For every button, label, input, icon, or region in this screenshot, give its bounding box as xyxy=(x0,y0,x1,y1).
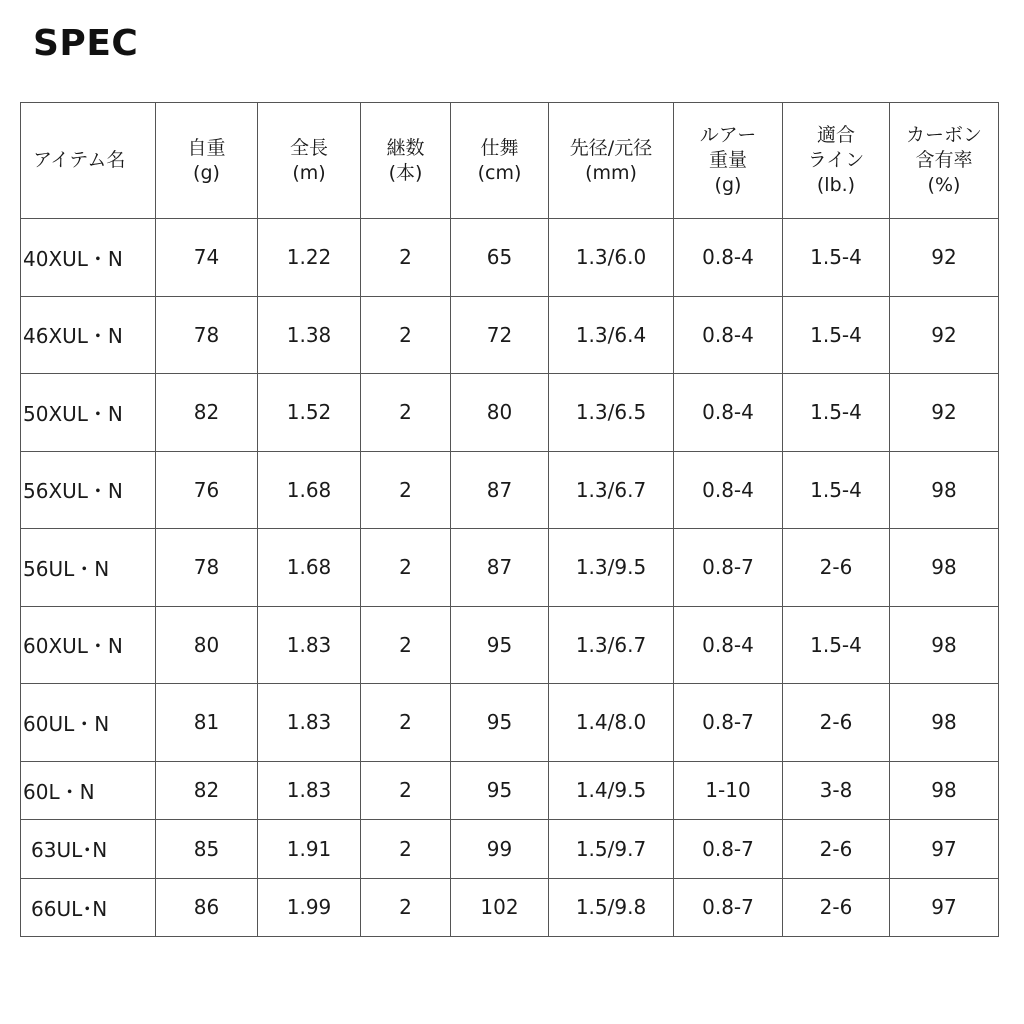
cell-weight: 86 xyxy=(156,878,258,937)
cell-carbon: 97 xyxy=(890,878,999,937)
cell-diameter: 1.3/6.7 xyxy=(549,451,674,529)
cell-line: 1.5-4 xyxy=(783,451,890,529)
cell-closed-length: 95 xyxy=(451,684,549,762)
table-row xyxy=(21,374,999,452)
cell-diameter: 1.5/9.8 xyxy=(549,878,674,937)
cell-pieces: 2 xyxy=(361,761,451,820)
cell-pieces: 2 xyxy=(361,451,451,529)
cell-weight: 76 xyxy=(156,451,258,529)
cell-diameter: 1.3/9.5 xyxy=(549,529,674,607)
cell-length: 1.91 xyxy=(258,820,361,879)
cell-carbon: 98 xyxy=(890,451,999,529)
table-row xyxy=(21,820,999,879)
cell-length: 1.83 xyxy=(258,606,361,684)
cell-pieces: 2 xyxy=(361,684,451,762)
cell-line: 3-8 xyxy=(783,761,890,820)
cell-closed-length: 95 xyxy=(451,761,549,820)
table-row xyxy=(21,529,999,607)
cell-diameter: 1.4/8.0 xyxy=(549,684,674,762)
cell-lure-weight: 0.8-7 xyxy=(674,529,783,607)
cell-lure-weight: 0.8-4 xyxy=(674,606,783,684)
cell-length: 1.68 xyxy=(258,451,361,529)
cell-length: 1.68 xyxy=(258,529,361,607)
cell-item-name: 60UL・N xyxy=(21,684,156,762)
cell-length: 1.99 xyxy=(258,878,361,937)
cell-pieces: 2 xyxy=(361,296,451,374)
cell-pieces: 2 xyxy=(361,374,451,452)
cell-carbon: 98 xyxy=(890,529,999,607)
header-closed-length: 仕舞 (cm) xyxy=(451,103,549,219)
cell-line: 1.5-4 xyxy=(783,374,890,452)
header-carbon-content: カーボン 含有率 (%) xyxy=(890,103,999,219)
cell-pieces: 2 xyxy=(361,219,451,297)
cell-weight: 80 xyxy=(156,606,258,684)
cell-line: 2-6 xyxy=(783,878,890,937)
cell-closed-length: 87 xyxy=(451,451,549,529)
cell-weight: 78 xyxy=(156,529,258,607)
header-weight: 自重 (g) xyxy=(156,103,258,219)
cell-carbon: 98 xyxy=(890,761,999,820)
cell-length: 1.52 xyxy=(258,374,361,452)
cell-diameter: 1.4/9.5 xyxy=(549,761,674,820)
cell-pieces: 2 xyxy=(361,820,451,879)
cell-carbon: 92 xyxy=(890,219,999,297)
cell-item-name: 56XUL・N xyxy=(21,451,156,529)
cell-item-name: 46XUL・N xyxy=(21,296,156,374)
cell-weight: 81 xyxy=(156,684,258,762)
cell-line: 2-6 xyxy=(783,820,890,879)
cell-item-name: 66UL･N xyxy=(21,878,156,937)
cell-weight: 82 xyxy=(156,761,258,820)
cell-diameter: 1.3/6.7 xyxy=(549,606,674,684)
cell-length: 1.22 xyxy=(258,219,361,297)
cell-diameter: 1.3/6.5 xyxy=(549,374,674,452)
cell-carbon: 98 xyxy=(890,684,999,762)
cell-closed-length: 72 xyxy=(451,296,549,374)
cell-length: 1.83 xyxy=(258,684,361,762)
cell-closed-length: 80 xyxy=(451,374,549,452)
header-tip-butt-diameter: 先径/元径 (mm) xyxy=(549,103,674,219)
table-row xyxy=(21,296,999,374)
cell-item-name: 63UL･N xyxy=(21,820,156,879)
cell-item-name: 60XUL・N xyxy=(21,606,156,684)
cell-diameter: 1.5/9.7 xyxy=(549,820,674,879)
cell-line: 1.5-4 xyxy=(783,219,890,297)
cell-closed-length: 95 xyxy=(451,606,549,684)
cell-diameter: 1.3/6.4 xyxy=(549,296,674,374)
cell-weight: 74 xyxy=(156,219,258,297)
cell-closed-length: 87 xyxy=(451,529,549,607)
cell-line: 2-6 xyxy=(783,529,890,607)
cell-item-name: 40XUL・N xyxy=(21,219,156,297)
cell-lure-weight: 0.8-7 xyxy=(674,684,783,762)
cell-length: 1.83 xyxy=(258,761,361,820)
cell-weight: 82 xyxy=(156,374,258,452)
header-item-name: アイテム名 xyxy=(21,103,156,219)
table-row xyxy=(21,761,999,820)
cell-pieces: 2 xyxy=(361,529,451,607)
cell-diameter: 1.3/6.0 xyxy=(549,219,674,297)
cell-item-name: 50XUL・N xyxy=(21,374,156,452)
cell-lure-weight: 0.8-4 xyxy=(674,374,783,452)
cell-item-name: 60L・N xyxy=(21,761,156,820)
table-row xyxy=(21,878,999,937)
cell-carbon: 92 xyxy=(890,296,999,374)
cell-pieces: 2 xyxy=(361,878,451,937)
cell-line: 1.5-4 xyxy=(783,606,890,684)
cell-line: 2-6 xyxy=(783,684,890,762)
cell-carbon: 92 xyxy=(890,374,999,452)
table-header-row xyxy=(21,103,999,219)
table-row xyxy=(21,219,999,297)
cell-weight: 78 xyxy=(156,296,258,374)
cell-lure-weight: 0.8-4 xyxy=(674,296,783,374)
table-row xyxy=(21,606,999,684)
cell-closed-length: 99 xyxy=(451,820,549,879)
cell-closed-length: 65 xyxy=(451,219,549,297)
cell-carbon: 97 xyxy=(890,820,999,879)
cell-lure-weight: 0.8-4 xyxy=(674,219,783,297)
cell-length: 1.38 xyxy=(258,296,361,374)
table-row xyxy=(21,451,999,529)
header-length: 全長 (m) xyxy=(258,103,361,219)
page-title: SPEC xyxy=(33,23,139,64)
spec-table xyxy=(20,102,999,937)
header-line: 適合 ライン (lb.) xyxy=(783,103,890,219)
cell-lure-weight: 0.8-7 xyxy=(674,878,783,937)
cell-lure-weight: 0.8-4 xyxy=(674,451,783,529)
cell-lure-weight: 0.8-7 xyxy=(674,820,783,879)
cell-closed-length: 102 xyxy=(451,878,549,937)
cell-carbon: 98 xyxy=(890,606,999,684)
cell-line: 1.5-4 xyxy=(783,296,890,374)
table-row xyxy=(21,684,999,762)
cell-pieces: 2 xyxy=(361,606,451,684)
cell-item-name: 56UL・N xyxy=(21,529,156,607)
cell-lure-weight: 1-10 xyxy=(674,761,783,820)
header-pieces: 継数 (本) xyxy=(361,103,451,219)
header-lure-weight: ルアー 重量 (g) xyxy=(674,103,783,219)
cell-weight: 85 xyxy=(156,820,258,879)
